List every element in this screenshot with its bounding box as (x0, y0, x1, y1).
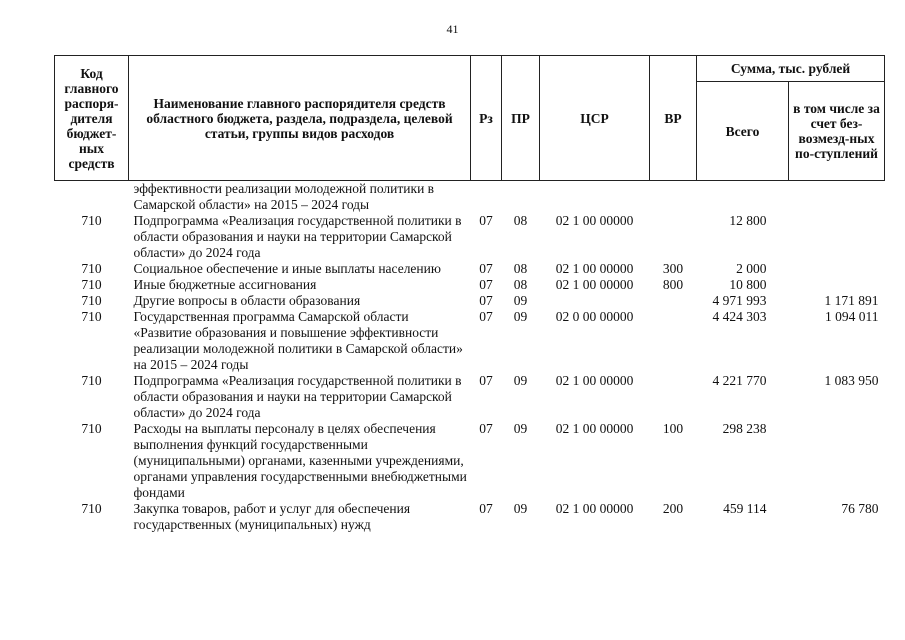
cell-total: 298 238 (722, 421, 767, 436)
table-row (55, 277, 885, 293)
cell-code: 710 (81, 309, 102, 324)
table-row (55, 181, 885, 214)
cell-pr: 09 (513, 373, 528, 388)
cell-vr: 200 (662, 501, 684, 516)
table-row (55, 213, 885, 261)
cell-code: 710 (81, 293, 102, 308)
table-row (55, 293, 885, 309)
cell-code: 710 (81, 501, 102, 516)
cell-name: Расходы на выплаты персоналу в целях обеспечения выполнения функций государственными (муниципальными) органами, казенными учреждениями, органами управления государственными внебюджетными фондами (133, 421, 467, 500)
budget-table (54, 55, 885, 533)
cell-rz: 07 (479, 373, 493, 388)
cell-name: Государственная программа Самарской области «Развитие образования и повышение эффективности реализации молодежной политики в Самарской области» на 2015 – 2024 годы (133, 309, 463, 372)
cell-total: 2 000 (736, 261, 767, 276)
cell-pr: 08 (513, 213, 528, 228)
cell-csr: 02 1 00 00000 (555, 277, 634, 292)
cell-pr: 09 (513, 501, 528, 516)
cell-vr: 800 (662, 277, 684, 292)
cell-name: Подпрограмма «Реализация государственной политики в области образования и науки на территории Самарской области» до 2024 года (133, 373, 462, 420)
header-pr: ПР (502, 56, 540, 181)
table-row (55, 501, 885, 533)
cell-incl (789, 261, 885, 277)
cell-vr (650, 293, 697, 309)
cell-code: 710 (81, 373, 102, 388)
cell-incl (789, 421, 885, 501)
cell-total: 12 800 (729, 213, 767, 228)
cell-total (697, 181, 789, 214)
cell-code: 710 (81, 213, 102, 228)
cell-incl: 1 171 891 (824, 293, 879, 308)
cell-rz: 07 (479, 421, 493, 436)
cell-pr: 08 (513, 261, 528, 276)
cell-csr: 02 1 00 00000 (555, 261, 634, 276)
cell-name: Другие вопросы в области образования (133, 293, 361, 308)
table-body (55, 181, 885, 534)
table-row (55, 421, 885, 501)
cell-total: 4 424 303 (712, 309, 767, 324)
cell-rz (471, 181, 502, 214)
cell-vr (650, 213, 697, 261)
cell-incl: 76 780 (841, 501, 879, 516)
cell-incl: 1 083 950 (824, 373, 879, 388)
cell-pr: 08 (513, 277, 528, 292)
cell-rz: 07 (479, 309, 493, 324)
cell-pr: 09 (513, 421, 528, 436)
cell-csr: 02 1 00 00000 (555, 213, 634, 228)
cell-vr (650, 309, 697, 373)
cell-csr (540, 181, 650, 214)
cell-pr (502, 181, 540, 214)
header-name: Наименование главного распорядителя средств областного бюджета, раздела, подраздела, целевой статьи, группы видов расходов (129, 56, 471, 181)
table-row (55, 261, 885, 277)
header-vr: ВР (650, 56, 697, 181)
cell-rz: 07 (479, 213, 493, 228)
cell-csr (540, 293, 650, 309)
cell-incl (789, 181, 885, 214)
cell-total: 10 800 (729, 277, 767, 292)
cell-name: эффективности реализации молодежной политики в Самарской области» на 2015 – 2024 годы (133, 181, 435, 212)
cell-name: Социальное обеспечение и иные выплаты населению (133, 261, 441, 276)
cell-incl (789, 277, 885, 293)
header-csr: ЦСР (540, 56, 650, 181)
cell-name: Иные бюджетные ассигнования (133, 277, 317, 292)
cell-pr: 09 (513, 309, 528, 324)
cell-vr (650, 373, 697, 421)
table-row (55, 309, 885, 373)
cell-csr: 02 0 00 00000 (555, 309, 634, 324)
cell-csr: 02 1 00 00000 (555, 373, 634, 388)
cell-vr: 300 (662, 261, 684, 276)
header-code: Код главного распоря-дителя бюджет-ных средств (55, 56, 129, 181)
cell-code (55, 181, 129, 214)
cell-csr: 02 1 00 00000 (555, 501, 634, 516)
cell-vr (650, 181, 697, 214)
header-incl: в том числе за счет без-возмезд-ных по-ступлений (789, 82, 885, 181)
cell-total: 4 221 770 (712, 373, 767, 388)
cell-rz: 07 (479, 293, 493, 308)
header-sum: Сумма, тыс. рублей (697, 56, 885, 82)
cell-code: 710 (81, 277, 102, 292)
cell-csr: 02 1 00 00000 (555, 421, 634, 436)
cell-rz: 07 (479, 261, 493, 276)
cell-total: 4 971 993 (712, 293, 767, 308)
cell-vr: 100 (662, 421, 684, 436)
cell-code: 710 (81, 421, 102, 436)
cell-name: Закупка товаров, работ и услуг для обеспечения государственных (муниципальных) нужд (133, 501, 411, 532)
cell-incl: 1 094 011 (825, 309, 879, 324)
cell-pr: 09 (513, 293, 528, 308)
cell-incl (789, 213, 885, 261)
header-total: Всего (697, 82, 789, 181)
cell-rz: 07 (479, 277, 493, 292)
cell-rz: 07 (479, 501, 493, 516)
page-number: 41 (446, 22, 459, 36)
cell-code: 710 (81, 261, 102, 276)
table-row (55, 373, 885, 421)
cell-total: 459 114 (723, 501, 767, 516)
header-rz: Рз (471, 56, 502, 181)
cell-name: Подпрограмма «Реализация государственной политики в области образования и науки на территории Самарской области» до 2024 года (133, 213, 462, 260)
